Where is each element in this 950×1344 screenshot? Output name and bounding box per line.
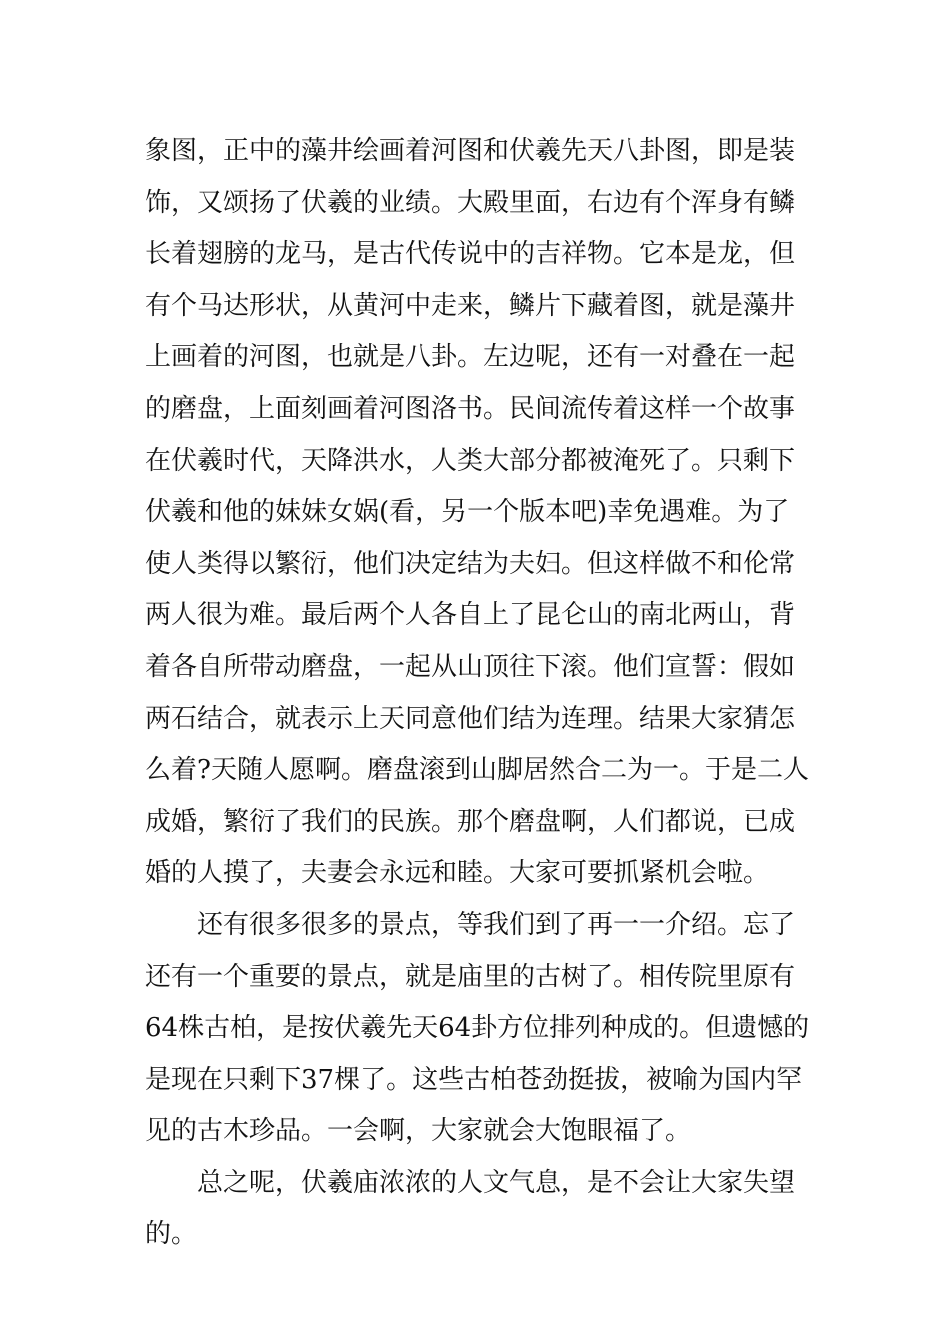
paragraph-1-line-7: 在伏羲时代，天降洪水，人类大部分都被淹死了。只剩下 — [145, 445, 796, 476]
paragraph-1-line-10: 两人很为难。最后两个人各自上了昆仑山的南北两山，背 — [145, 600, 796, 631]
paragraph-3-line-1: 总之呢，伏羲庙浓浓的人文气息，是不会让大家失望 — [197, 1167, 796, 1198]
paragraph-1-line-15: 婚的人摸了，夫妻会永远和睦。大家可要抓紧机会啦。 — [145, 858, 770, 889]
paragraph-2-line-3: 64株古柏，是按伏羲先天64卦方位排列种成的。但遗憾的 — [145, 1013, 810, 1044]
paragraph-3-line-2: 的。 — [145, 1219, 198, 1250]
paragraph-1-line-12: 两石结合，就表示上天同意他们结为连理。结果大家猜怎 — [145, 703, 796, 734]
paragraph-1-line-6: 的磨盘，上面刻画着河图洛书。民间流传着这样一个故事 — [145, 393, 796, 424]
paragraph-1-line-8: 伏羲和他的妹妹女娲(看，另一个版本吧)幸免遇难。为了 — [145, 497, 790, 528]
paragraph-1-line-13: 么着?天随人愿啊。磨盘滚到山脚居然合二为一。于是二人 — [145, 755, 809, 786]
paragraph-1-line-9: 使人类得以繁衍，他们决定结为夫妇。但这样做不和伦常 — [145, 548, 796, 579]
paragraph-1-line-4: 有个马达形状，从黄河中走来，鳞片下藏着图，就是藻井 — [145, 290, 796, 321]
paragraph-2-line-1: 还有很多很多的景点，等我们到了再一一介绍。忘了 — [197, 909, 796, 940]
paragraph-1-line-1: 象图，正中的藻井绘画着河图和伏羲先天八卦图，即是装 — [145, 136, 796, 166]
paragraph-1-line-2: 饰，又颂扬了伏羲的业绩。大殿里面，右边有个浑身有鳞 — [145, 187, 796, 218]
paragraph-1-line-14: 成婚，繁衍了我们的民族。那个磨盘啊，人们都说，已成 — [145, 806, 796, 837]
paragraph-2-line-5: 见的古木珍品。一会啊，大家就会大饱眼福了。 — [145, 1116, 692, 1147]
document-body — [145, 126, 815, 1261]
paragraph-1-line-5: 上画着的河图，也就是八卦。左边呢，还有一对叠在一起 — [145, 342, 796, 373]
paragraph-1-line-3: 长着翅膀的龙马，是古代传说中的吉祥物。它本是龙，但 — [145, 239, 796, 270]
paragraph-2-line-4: 是现在只剩下37棵了。这些古柏苍劲挺拔，被喻为国内罕 — [145, 1064, 803, 1095]
paragraph-2-line-2: 还有一个重要的景点，就是庙里的古树了。相传院里原有 — [145, 961, 796, 992]
paragraph-1-line-11: 着各自所带动磨盘，一起从山顶往下滚。他们宣誓：假如 — [145, 651, 796, 682]
